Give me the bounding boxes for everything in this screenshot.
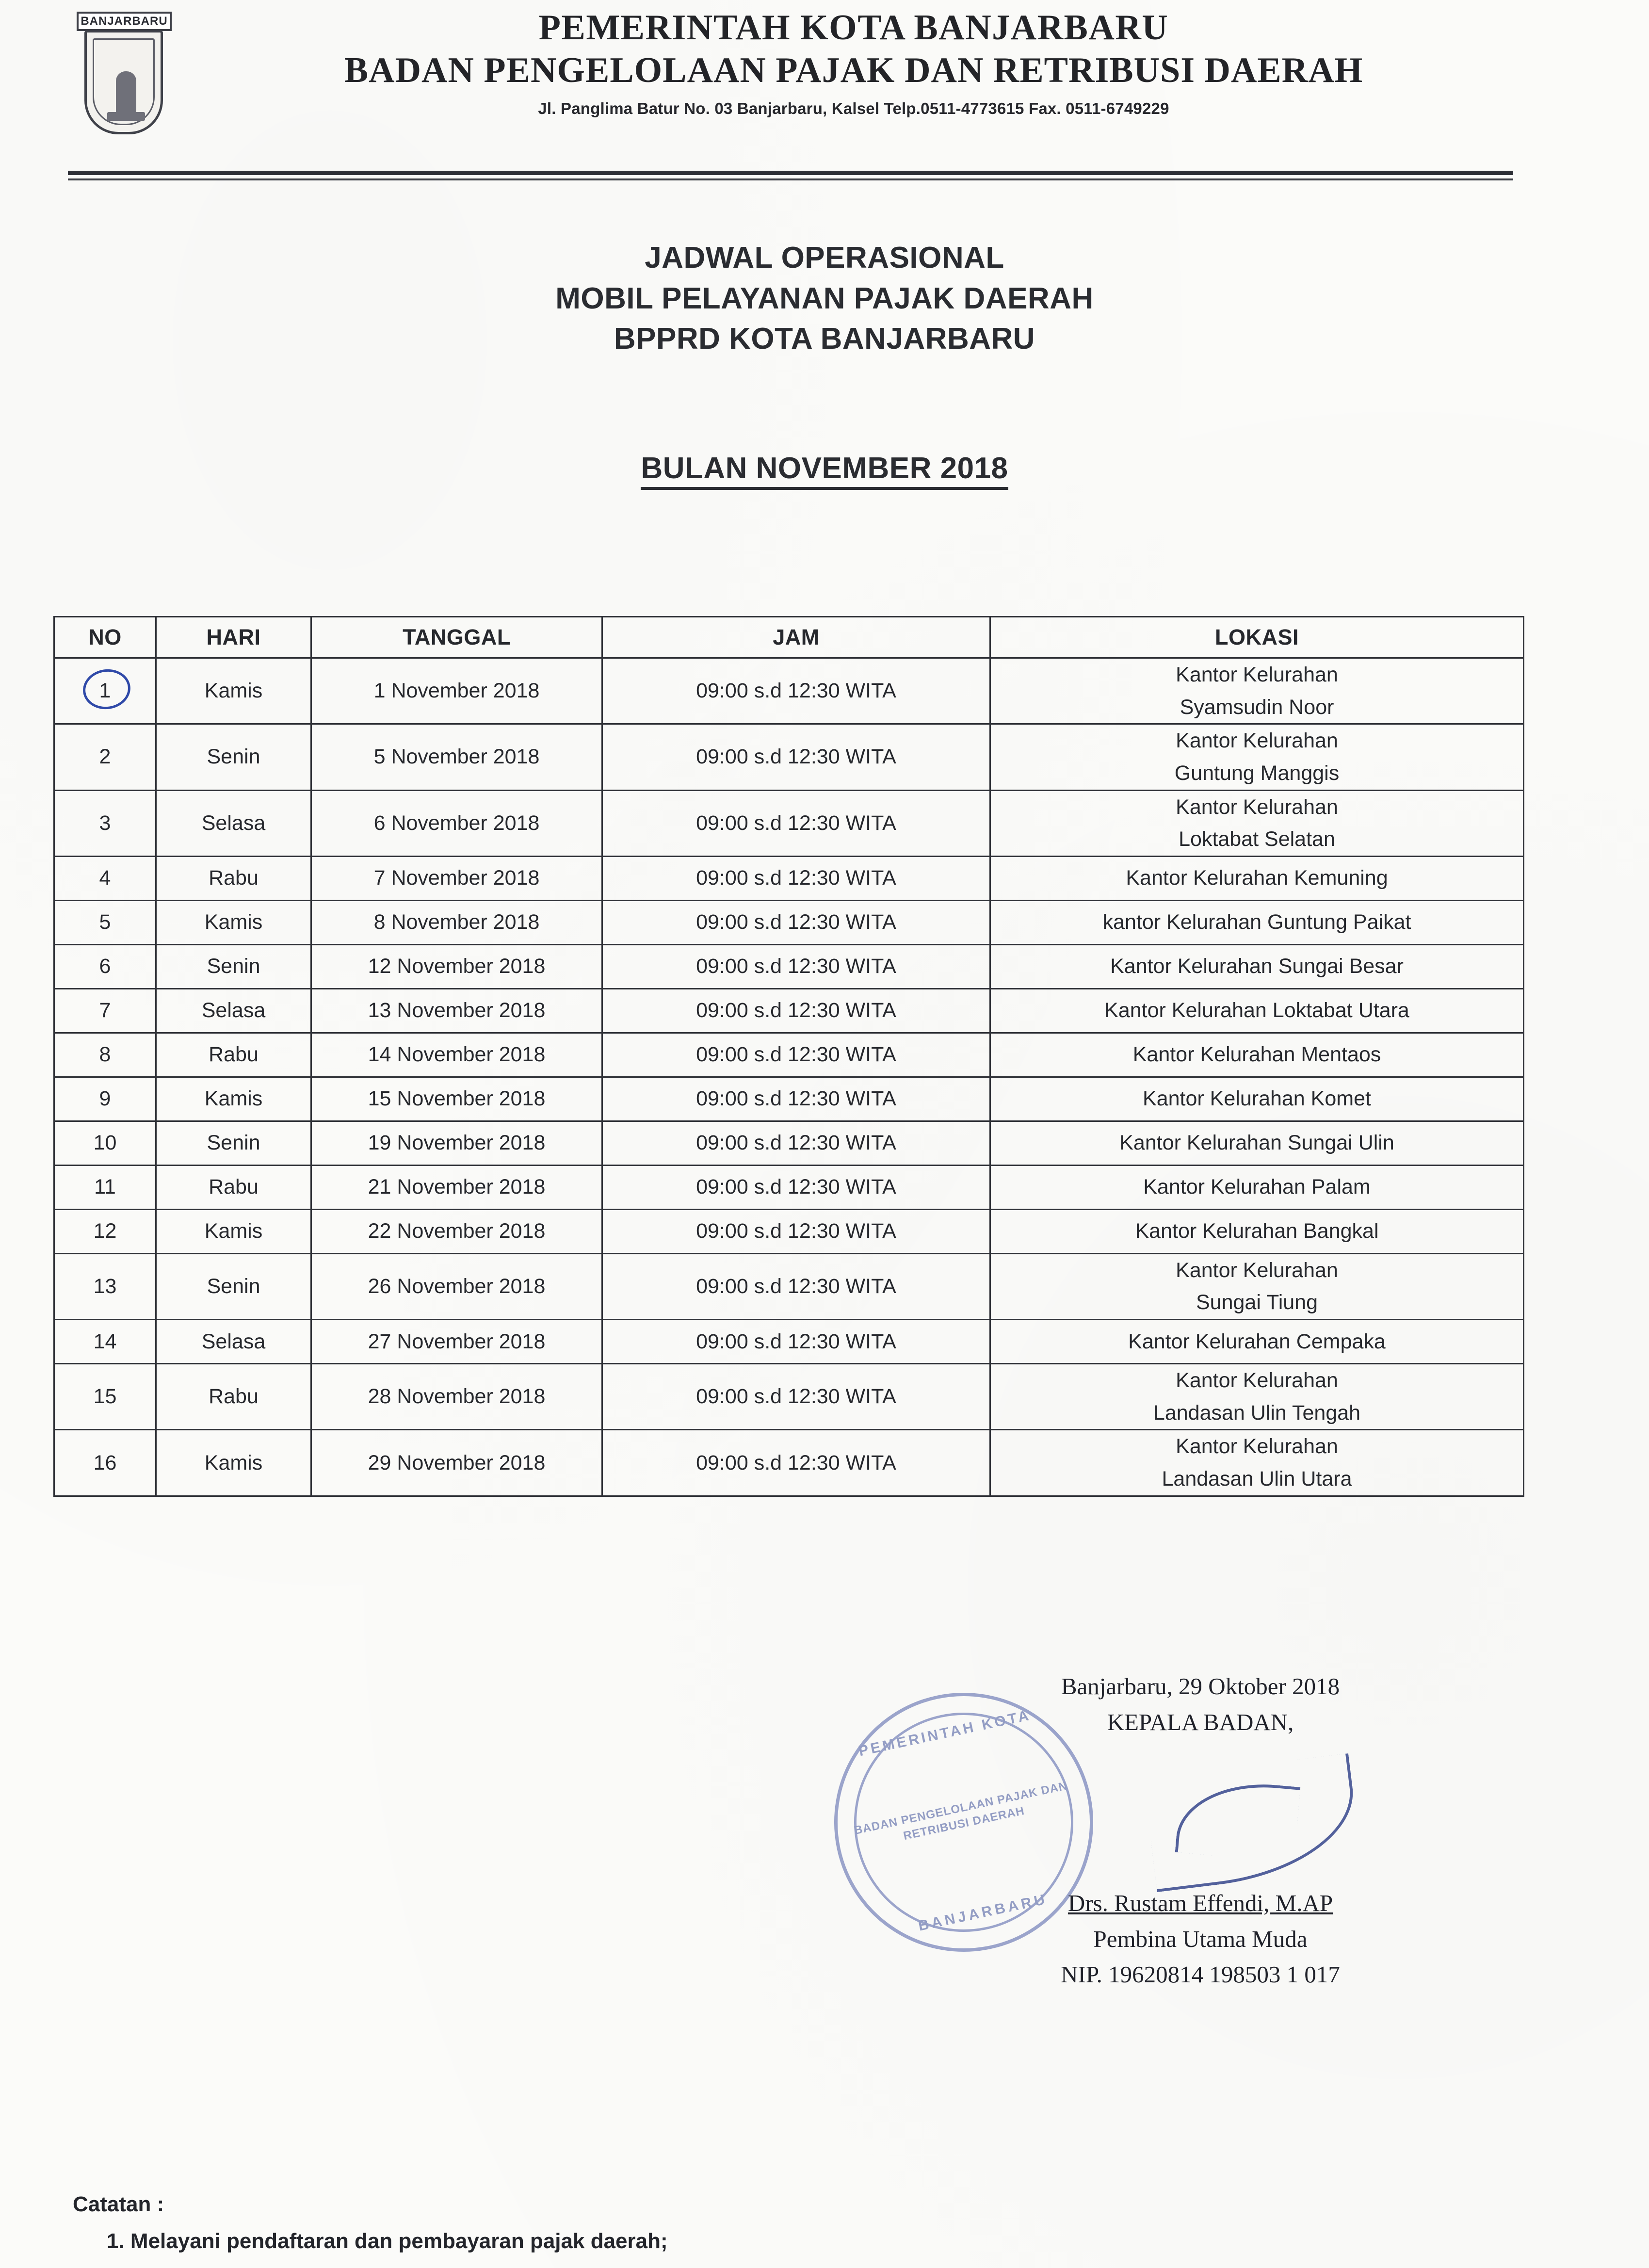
cell-jam: 09:00 s.d 12:30 WITA <box>602 1121 990 1165</box>
table-row <box>54 1165 1524 1209</box>
cell-lokasi: Kantor Kelurahan Kemuning <box>990 856 1524 900</box>
cell-jam: 09:00 s.d 12:30 WITA <box>602 1320 990 1364</box>
cell-tanggal: 22 November 2018 <box>311 1209 602 1253</box>
cell-lokasi-line2: Syamsudin Noor <box>1180 695 1334 719</box>
cell-jam: 09:00 s.d 12:30 WITA <box>602 658 990 724</box>
header-rule-thick <box>68 171 1513 175</box>
signature-name: Drs. Rustam Effendi, M.AP <box>1067 1890 1333 1916</box>
cell-jam: 09:00 s.d 12:30 WITA <box>602 1364 990 1430</box>
crest-shield <box>84 30 163 134</box>
cell-no: 5 <box>54 900 156 944</box>
stamp-middle-text: BADAN PENGELOLAAN PAJAK DAN RETRIBUSI DAERAH <box>853 1779 1069 1843</box>
table-row <box>54 988 1524 1033</box>
letterhead-text <box>184 9 1523 118</box>
cell-jam: 09:00 s.d 12:30 WITA <box>602 988 990 1033</box>
cell-jam: 09:00 s.d 12:30 WITA <box>602 1253 990 1319</box>
column-header-jam: JAM <box>602 617 990 658</box>
table-row <box>54 1121 1524 1165</box>
cell-hari: Kamis <box>156 900 311 944</box>
cell-hari: Kamis <box>156 1077 311 1121</box>
cell-hari: Kamis <box>156 658 311 724</box>
signature-position-title: KEPALA BADAN, <box>1107 1708 1294 1735</box>
cell-hari: Rabu <box>156 1165 311 1209</box>
city-crest-icon <box>74 5 176 146</box>
cell-hari: Senin <box>156 1121 311 1165</box>
column-header-lokasi: LOKASI <box>990 617 1524 658</box>
cell-lokasi-line1: Kantor Kelurahan <box>1176 1435 1338 1458</box>
cell-jam: 09:00 s.d 12:30 WITA <box>602 1430 990 1496</box>
cell-tanggal: 12 November 2018 <box>311 944 602 988</box>
cell-tanggal: 26 November 2018 <box>311 1253 602 1319</box>
table-row <box>54 1209 1524 1253</box>
letterhead <box>0 0 1649 175</box>
cell-no: 16 <box>54 1430 156 1496</box>
cell-hari: Senin <box>156 1253 311 1319</box>
title-line-3: BPPRD KOTA BANJARBARU <box>614 322 1035 356</box>
cell-hari: Kamis <box>156 1209 311 1253</box>
table-row <box>54 1320 1524 1364</box>
cell-lokasi: Kantor Kelurahan Bangkal <box>990 1209 1524 1253</box>
cell-no: 3 <box>54 790 156 856</box>
cell-tanggal: 13 November 2018 <box>311 988 602 1033</box>
cell-no: 15 <box>54 1364 156 1430</box>
table-row <box>54 856 1524 900</box>
handwritten-circle-marker: 1 <box>99 679 111 703</box>
cell-no: 14 <box>54 1320 156 1364</box>
notes-title: Catatan : <box>73 2192 164 2216</box>
cell-lokasi: Kantor Kelurahan Mentaos <box>990 1033 1524 1077</box>
table-row <box>54 1364 1524 1430</box>
cell-no: 4 <box>54 856 156 900</box>
cell-lokasi <box>990 790 1524 856</box>
cell-jam: 09:00 s.d 12:30 WITA <box>602 856 990 900</box>
table-row <box>54 900 1524 944</box>
cell-lokasi <box>990 658 1524 724</box>
cell-lokasi: Kantor Kelurahan Komet <box>990 1077 1524 1121</box>
cell-tanggal: 14 November 2018 <box>311 1033 602 1077</box>
cell-hari: Rabu <box>156 1033 311 1077</box>
stamp-top-text: PEMERINTAH KOTA <box>857 1707 1033 1760</box>
signature-nip: NIP. 19620814 198503 1 017 <box>1061 1961 1340 1988</box>
cell-no <box>54 658 156 724</box>
cell-tanggal: 7 November 2018 <box>311 856 602 900</box>
cell-lokasi-line1: Kantor Kelurahan <box>1176 729 1338 753</box>
signature-place-date: Banjarbaru, 29 Oktober 2018 <box>1061 1673 1340 1700</box>
cell-tanggal: 29 November 2018 <box>311 1430 602 1496</box>
agency-name: BADAN PENGELOLAAN PAJAK DAN RETRIBUSI DAERAH <box>344 50 1363 90</box>
cell-lokasi: Kantor Kelurahan Palam <box>990 1165 1524 1209</box>
cell-lokasi <box>990 1430 1524 1496</box>
cell-hari: Selasa <box>156 1320 311 1364</box>
stamp-bottom-text: BANJARBARU <box>917 1891 1049 1934</box>
cell-lokasi: Kantor Kelurahan Sungai Ulin <box>990 1121 1524 1165</box>
header-rule-thin <box>68 178 1513 180</box>
cell-lokasi: Kantor Kelurahan Loktabat Utara <box>990 988 1524 1033</box>
cell-no: 10 <box>54 1121 156 1165</box>
cell-lokasi-line2: Guntung Manggis <box>1174 761 1340 785</box>
cell-hari: Selasa <box>156 988 311 1033</box>
cell-lokasi <box>990 724 1524 790</box>
table-header-row <box>54 617 1524 658</box>
cell-no: 12 <box>54 1209 156 1253</box>
table-row <box>54 1033 1524 1077</box>
cell-jam: 09:00 s.d 12:30 WITA <box>602 790 990 856</box>
cell-lokasi: kantor Kelurahan Guntung Paikat <box>990 900 1524 944</box>
cell-lokasi-line1: Kantor Kelurahan <box>1176 1369 1338 1393</box>
table-row <box>54 724 1524 790</box>
title-line-2: MOBIL PELAYANAN PAJAK DAERAH <box>555 281 1094 315</box>
cell-jam: 09:00 s.d 12:30 WITA <box>602 1033 990 1077</box>
cell-tanggal: 27 November 2018 <box>311 1320 602 1364</box>
table-row <box>54 658 1524 724</box>
cell-lokasi: Kantor Kelurahan Sungai Besar <box>990 944 1524 988</box>
schedule-table-wrap <box>53 616 1523 1497</box>
cell-no: 8 <box>54 1033 156 1077</box>
cell-tanggal: 15 November 2018 <box>311 1077 602 1121</box>
signature-rank: Pembina Utama Muda <box>1093 1925 1308 1952</box>
title-line-1: JADWAL OPERASIONAL <box>645 241 1004 275</box>
cell-lokasi-line1: Kantor Kelurahan <box>1176 1258 1338 1282</box>
cell-tanggal: 5 November 2018 <box>311 724 602 790</box>
cell-lokasi-line2: Sungai Tiung <box>1196 1291 1318 1314</box>
cell-hari: Kamis <box>156 1430 311 1496</box>
cell-jam: 09:00 s.d 12:30 WITA <box>602 1165 990 1209</box>
cell-tanggal: 6 November 2018 <box>311 790 602 856</box>
cell-lokasi-line2: Landasan Ulin Utara <box>1162 1467 1352 1491</box>
cell-hari: Rabu <box>156 1364 311 1430</box>
cell-hari: Rabu <box>156 856 311 900</box>
column-header-no: NO <box>54 617 156 658</box>
table-row <box>54 1077 1524 1121</box>
cell-lokasi-line1: Kantor Kelurahan <box>1176 663 1338 686</box>
agency-address: Jl. Panglima Batur No. 03 Banjarbaru, Kalsel Telp.0511-4773615 Fax. 0511-6749229 <box>538 99 1169 117</box>
cell-tanggal: 19 November 2018 <box>311 1121 602 1165</box>
notes-section <box>73 2192 1479 2253</box>
cell-no: 9 <box>54 1077 156 1121</box>
cell-tanggal: 28 November 2018 <box>311 1364 602 1430</box>
table-row <box>54 1430 1524 1496</box>
cell-tanggal: 8 November 2018 <box>311 900 602 944</box>
cell-jam: 09:00 s.d 12:30 WITA <box>602 1077 990 1121</box>
cell-jam: 09:00 s.d 12:30 WITA <box>602 944 990 988</box>
title-month <box>0 451 1649 486</box>
column-header-tanggal: TANGGAL <box>311 617 602 658</box>
cell-hari: Selasa <box>156 790 311 856</box>
cell-lokasi <box>990 1253 1524 1319</box>
cell-tanggal: 1 November 2018 <box>311 658 602 724</box>
table-row <box>54 944 1524 988</box>
cell-no: 2 <box>54 724 156 790</box>
signature-block <box>946 1669 1455 1993</box>
cell-no: 13 <box>54 1253 156 1319</box>
column-header-hari: HARI <box>156 617 311 658</box>
table-row <box>54 1253 1524 1319</box>
cell-no: 11 <box>54 1165 156 1209</box>
page-title <box>0 238 1649 359</box>
cell-tanggal: 21 November 2018 <box>311 1165 602 1209</box>
schedule-table <box>53 616 1524 1497</box>
crest-tower <box>116 71 136 113</box>
cell-lokasi-line1: Kantor Kelurahan <box>1176 795 1338 819</box>
cell-no: 7 <box>54 988 156 1033</box>
cell-hari: Senin <box>156 724 311 790</box>
table-row <box>54 790 1524 856</box>
cell-jam: 09:00 s.d 12:30 WITA <box>602 724 990 790</box>
cell-lokasi: Kantor Kelurahan Cempaka <box>990 1320 1524 1364</box>
cell-no: 6 <box>54 944 156 988</box>
notes-item-1: 1. Melayani pendaftaran dan pembayaran pajak daerah; <box>107 2229 668 2253</box>
cell-lokasi-line2: Loktabat Selatan <box>1179 827 1335 851</box>
title-month-label: BULAN NOVEMBER 2018 <box>641 452 1008 490</box>
cell-jam: 09:00 s.d 12:30 WITA <box>602 1209 990 1253</box>
cell-lokasi-line2: Landasan Ulin Tengah <box>1153 1401 1361 1425</box>
cell-lokasi <box>990 1364 1524 1430</box>
crest-ribbon-label: BANJARBARU <box>77 12 172 31</box>
cell-hari: Senin <box>156 944 311 988</box>
government-name: PEMERINTAH KOTA BANJARBARU <box>538 8 1169 48</box>
cell-jam: 09:00 s.d 12:30 WITA <box>602 900 990 944</box>
